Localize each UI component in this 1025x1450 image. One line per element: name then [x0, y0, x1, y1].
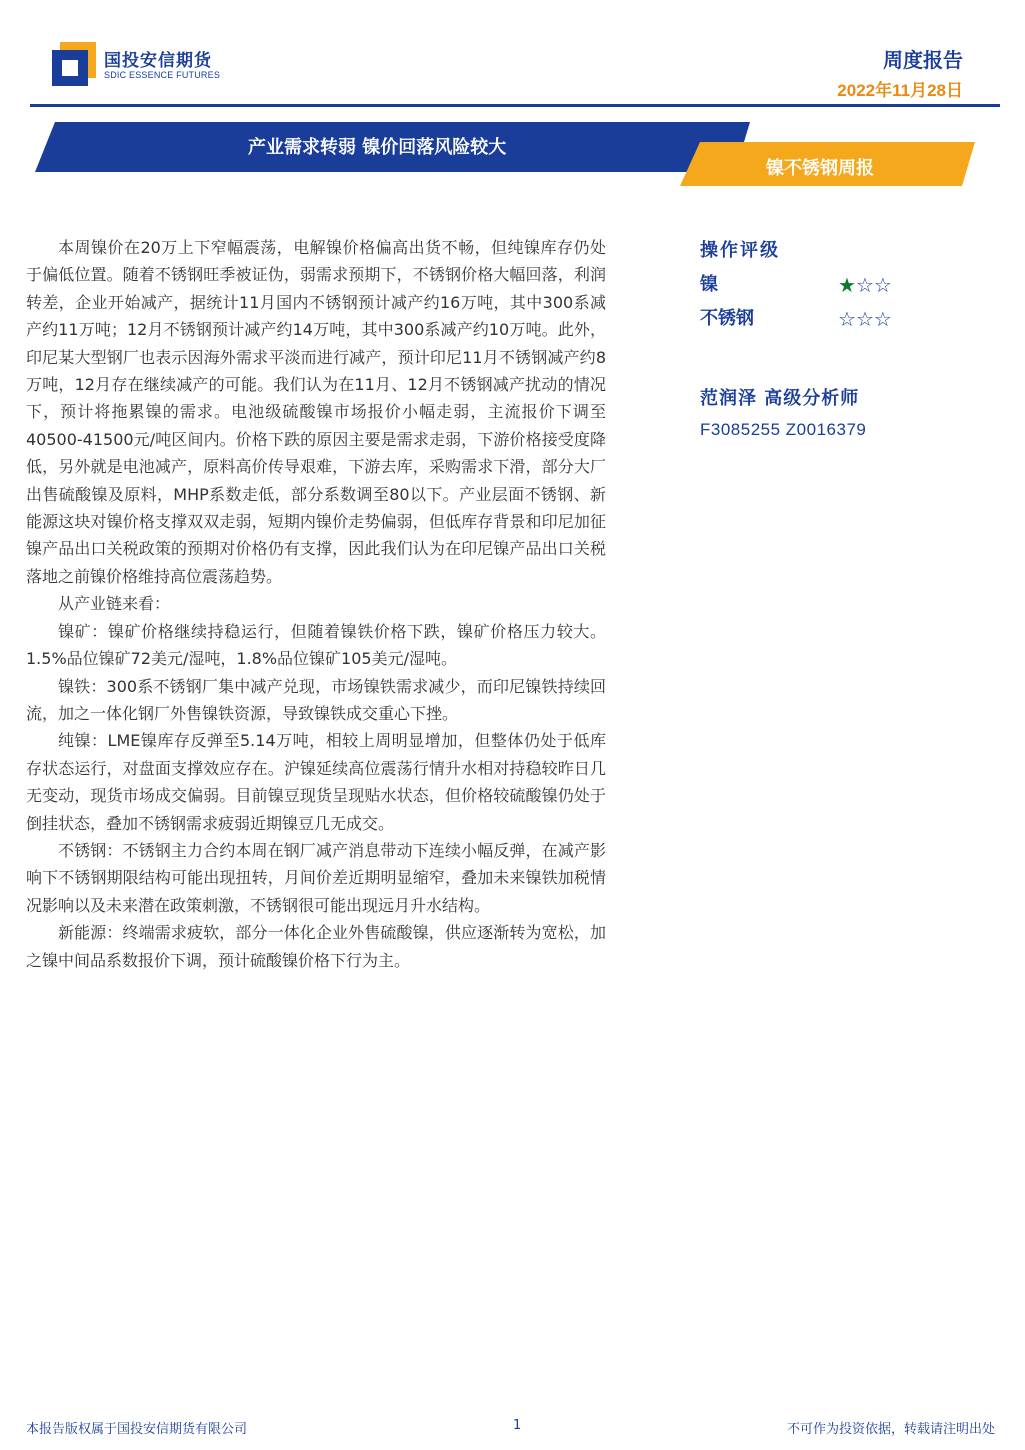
body-paragraph: 不锈钢：不锈钢主力合约本周在钢厂减产消息带动下连续小幅反弹，在减产影响下不锈钢期限结构可能出现扭转，月间价差近期明显缩窄，叠加未来镍铁加税情况影响以及未来潜在政策刺激，不锈钢很可能出现远月升水结构。 — [26, 840, 606, 915]
rating-row-nickel — [700, 268, 960, 302]
footer-disclaimer: 不可作为投资依据，转载请注明出处 — [786, 1422, 995, 1437]
body-paragraph: 从产业链来看： — [58, 594, 171, 614]
body-paragraph: 新能源：终端需求疲软，部分一体化企业外售硫酸镍，供应逐渐转为宽松，加之镍中间品系数报价下调，预计硫酸镍价格下行为主。 — [26, 923, 606, 970]
rating-row-stainless-steel — [700, 302, 960, 336]
company-logo — [52, 40, 242, 88]
report-subtitle: 镍不锈钢周报 — [766, 158, 874, 179]
body-paragraph: 镍铁：300系不锈钢厂集中减产兑现，市场镍铁需求减少，而印尼镍铁持续回流，加之一体化钢厂外售镍铁资源，导致镍铁成交重心下挫。 — [26, 676, 606, 723]
sidebar — [700, 234, 960, 440]
company-name-en: SDIC ESSENCE FUTURES — [104, 70, 221, 80]
star-empty-icon: ☆ — [873, 273, 892, 297]
analyst-license: F3085255 Z0016379 — [700, 420, 867, 439]
analyst-name: 范润泽 高级分析师 — [700, 388, 860, 409]
star-filled-icon: ★ — [838, 273, 856, 297]
rating-name: 不锈钢 — [700, 308, 754, 329]
star-rating — [838, 268, 892, 302]
logo-mark-icon — [52, 42, 96, 86]
report-body — [26, 234, 606, 974]
footer-copyright: 本报告版权属于国投安信期货有限公司 — [26, 1422, 248, 1437]
star-empty-icon: ☆ — [855, 307, 874, 331]
star-rating — [838, 302, 892, 336]
company-name-cn: 国投安信期货 — [104, 51, 212, 71]
body-paragraph: 本周镍价在20万上下窄幅震荡，电解镍价格偏高出货不畅，但纯镍库存仍处于偏低位置。随着不锈钢旺季被证伪，弱需求预期下，不锈钢价格大幅回落，利润转差，企业开始减产，据统计11月国内不锈钢预计减产约16万吨，其中300系减产约11万吨；12月不锈钢预计减产约14万吨，其中300系减产约10万吨。此外，印尼某大型钢厂也表示因海外需求平淡而进行减产，预计印尼11月不锈钢减产约8万吨，12月存在继续减产的可能。我们认为在11月、12月不锈钢减产扰动的情况下，预计将拖累镍的需求。电池级硫酸镍市场报价小幅走弱，主流报价下调至40500-41500元/吨区间内。价格下跌的原因主要是需求走弱，下游价格接受度降低，另外就是电池减产，原料高价传导艰难，下游去库，采购需求下滑，部分大厂出售硫酸镍及原料，MHP系数走低，部分系数调至80以下。产业层面不锈钢、新能源这块对镍价格支撑双双走弱，短期内镍价走势偏弱，但低库存背景和印尼加征镍产品出口关税政策的预期对价格仍有支撑，因此我们认为在印尼镍产品出口关税落地之前镍价格维持高位震荡趋势。 — [26, 238, 606, 586]
page-number: 1 — [513, 1418, 522, 1433]
body-paragraph: 镍矿：镍矿价格继续持稳运行，但随着镍铁价格下跌，镍矿价格压力较大。1.5%品位镍矿72美元/湿吨，1.8%品位镍矿105美元/湿吨。 — [26, 621, 606, 669]
report-date: 2022年11月28日 — [837, 81, 963, 100]
header-divider — [30, 104, 1000, 107]
report-title: 产业需求转弱 镍价回落风险较大 — [248, 137, 507, 158]
report-type: 周度报告 — [883, 48, 963, 72]
rating-name: 镍 — [700, 274, 718, 295]
star-empty-icon: ☆ — [838, 307, 856, 331]
star-empty-icon: ☆ — [873, 307, 892, 331]
body-paragraph: 纯镍：LME镍库存反弹至5.14万吨，相较上周明显增加，但整体仍处于低库存状态运行，对盘面支撑效应存在。沪镍延续高位震荡行情升水相对持稳较昨日几无变动，现货市场成交偏弱。目前镍豆现货呈现贴水状态，但价格较硫酸镍仍处于倒挂状态，叠加不锈钢需求疲弱近期镍豆几无成交。 — [26, 731, 606, 833]
rating-title: 操作评级 — [700, 240, 780, 261]
star-empty-icon: ☆ — [855, 273, 874, 297]
